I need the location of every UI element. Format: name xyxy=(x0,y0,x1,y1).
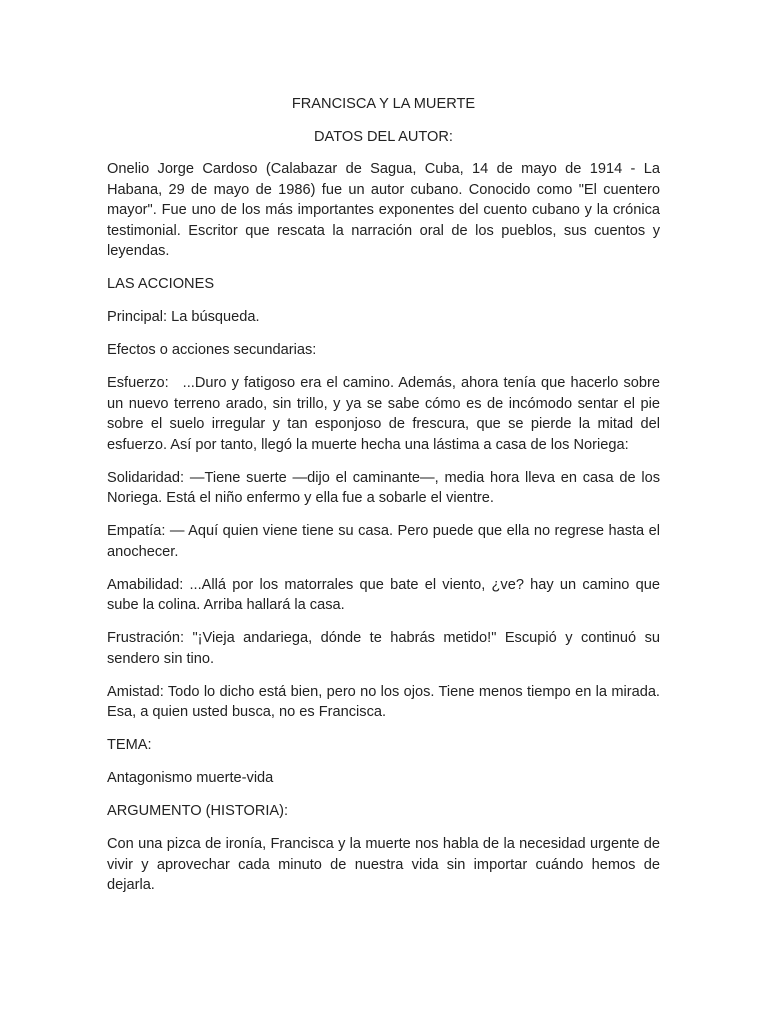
empatia-label: Empatía: xyxy=(107,523,166,539)
solidaridad-label: Solidaridad: xyxy=(107,469,185,486)
frustracion-text: "¡Vieja andariega, dónde te habrás metido!" Escupió y continuó su sendero sin tino. xyxy=(107,630,660,667)
principal-text: La búsqueda. xyxy=(171,309,260,325)
amistad-paragraph xyxy=(107,682,660,723)
argumento-paragraph: Con una pizca de ironía, Francisca y la muerte nos habla de la necesidad urgente de vivir y aprovechar cada minuto de nuestra vida sin importar cuándo hemos de dejarla. xyxy=(107,836,660,893)
amabilidad-label: Amabilidad: xyxy=(107,576,184,593)
empatia-paragraph xyxy=(107,521,660,562)
section-heading-argumento: ARGUMENTO (HISTORIA): xyxy=(107,803,289,819)
amabilidad-paragraph xyxy=(107,575,660,616)
esfuerzo-paragraph xyxy=(107,373,660,455)
amabilidad-text: ...Allá por los matorrales que bate el viento, ¿ve? hay un camino que sube la colina. Arriba hallará la casa. xyxy=(107,576,660,613)
esfuerzo-label: Esfuerzo: xyxy=(107,375,169,391)
principal-paragraph xyxy=(107,307,660,328)
esfuerzo-text: ...Duro y fatigoso era el camino. Además, ahora tenía que hacerlo sobre un nuevo terreno arado, sin trillo, y ya se sabe cómo es de incómodo sentar el pie sobre el suelo irregular y tan esponjoso de frescura, que se pierde la mitad del esfuerzo. Así por tanto, llegó la muerte hecha una lástima a casa de los Noriega: xyxy=(107,375,660,453)
solidaridad-text: —Tiene suerte —dijo el caminante—, media hora lleva en casa de los Noriega. Está el niño enfermo y ella fue a sobarle el vientre. xyxy=(107,469,660,506)
frustracion-paragraph xyxy=(107,628,660,669)
frustracion-label: Frustración: xyxy=(107,630,185,646)
amistad-text: Todo lo dicho está bien, pero no los ojos. Tiene menos tiempo en la mirada. Esa, a quien usted busca, no es Francisca. xyxy=(107,683,660,720)
section-heading-tema: TEMA: xyxy=(107,737,152,753)
document-title: FRANCISCA Y LA MUERTE xyxy=(291,96,476,112)
author-bio-paragraph: Onelio Jorge Cardoso (Calabazar de Sagua, Cuba, 14 de mayo de 1914 - La Habana, 29 de mayo de 1986) fue un autor cubano. Conocido como "El cuentero mayor". Fue uno de los más importantes exponentes del cuento cubano y la crónica testimonial. Escritor que rescata la narración oral de los pueblos, sus cuentos y leyendas. xyxy=(107,161,660,259)
empatia-text: — Aquí quien viene tiene su casa. Pero puede que ella no regrese hasta el anochecer. xyxy=(107,523,660,560)
section-heading-author: DATOS DEL AUTOR: xyxy=(314,128,453,145)
section-heading-acciones: LAS ACCIONES xyxy=(107,276,215,292)
secundarias-heading: Efectos o acciones secundarias: xyxy=(107,342,317,358)
amistad-label: Amistad: xyxy=(107,683,164,700)
solidaridad-paragraph xyxy=(107,468,660,509)
tema-paragraph: Antagonismo muerte-vida xyxy=(107,770,274,786)
document-page xyxy=(107,94,660,908)
principal-label: Principal: xyxy=(107,309,168,325)
